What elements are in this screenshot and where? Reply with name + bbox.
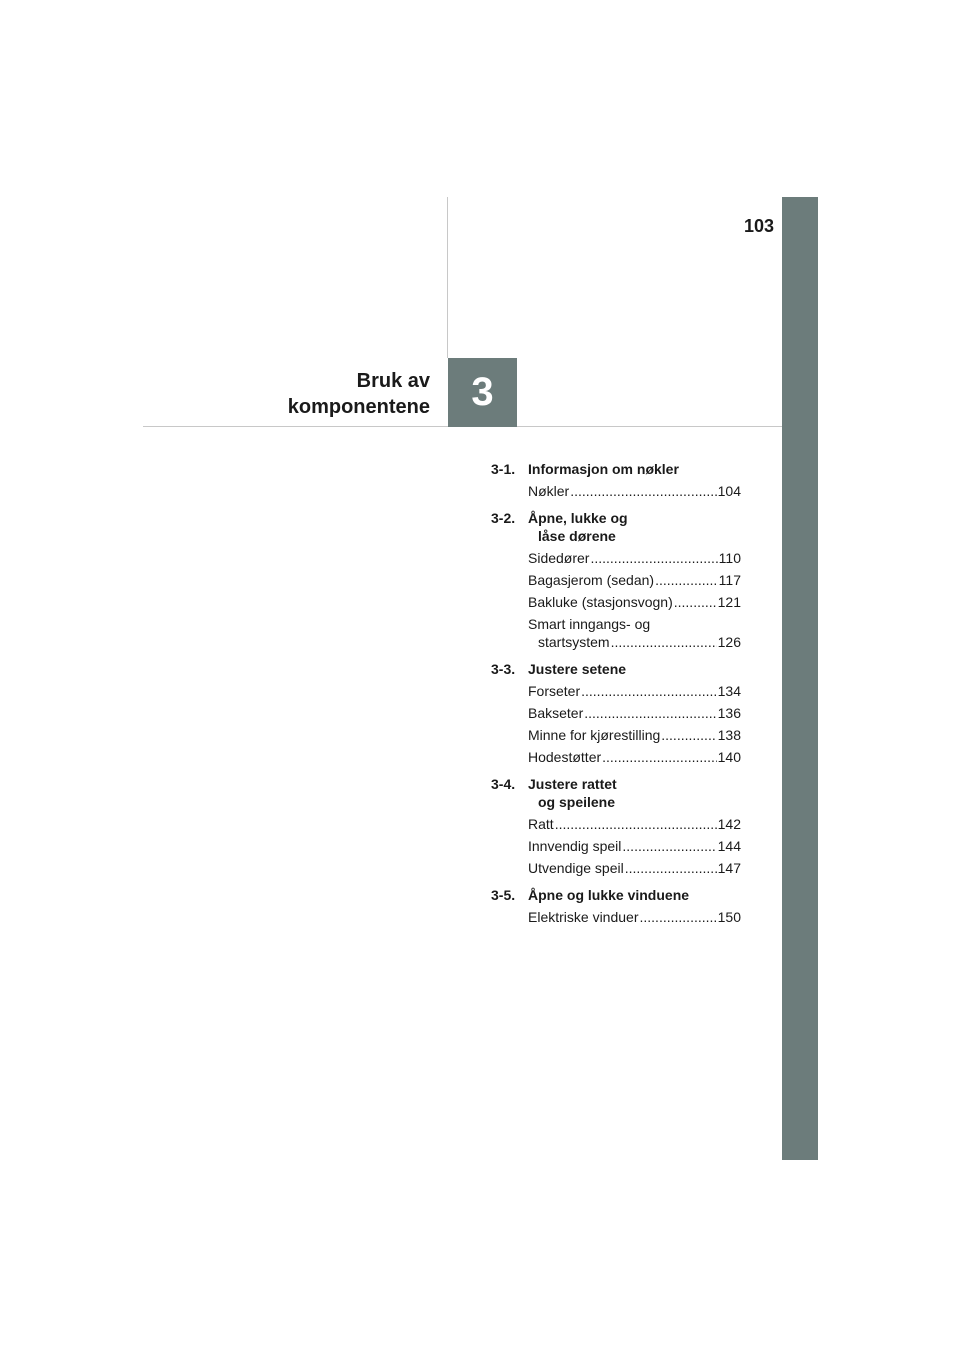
dot-leader	[581, 682, 717, 700]
entry-label: Bagasjerom (sedan)	[528, 572, 655, 588]
section-number: 3-3.	[491, 661, 516, 677]
section-title-line1: Justere rattet	[528, 776, 617, 792]
entry-label: Utvendige speil	[528, 860, 624, 876]
chapter-number-box: 3	[448, 358, 517, 427]
entry-label-line1: Smart inngangs- og	[528, 616, 651, 632]
section-title	[528, 775, 617, 811]
chapter-side-tab	[782, 197, 818, 1160]
vertical-divider	[447, 197, 448, 358]
section-title: Justere setene	[528, 661, 627, 677]
entry-page: 117	[718, 572, 741, 588]
section-number: 3-5.	[491, 887, 516, 903]
toc-entry[interactable]	[491, 726, 741, 744]
entry-page: 142	[717, 816, 741, 832]
chapter-title-line2: komponentene	[287, 396, 430, 418]
entry-page: 138	[717, 727, 741, 743]
dot-leader	[584, 704, 716, 722]
dot-leader	[640, 908, 717, 926]
section-title-line1: Åpne, lukke og	[528, 510, 628, 526]
entry-label: Elektriske vinduer	[528, 909, 639, 925]
entry-page: 126	[717, 634, 741, 650]
entry-label: Bakseter	[528, 705, 584, 721]
toc-entry[interactable]	[491, 748, 741, 766]
section-title-line2: låse dørene	[538, 528, 616, 544]
entry-label: Forseter	[528, 683, 581, 699]
entry-label: Hodestøtter	[528, 749, 602, 765]
section-title: Åpne og lukke vinduene	[528, 887, 690, 903]
dot-leader	[661, 726, 716, 744]
entry-label: Innvendig speil	[528, 838, 622, 854]
entry-page: 150	[717, 909, 741, 925]
dot-leader	[622, 837, 716, 855]
dot-leader	[655, 571, 718, 589]
toc-entry[interactable]	[491, 571, 741, 589]
table-of-contents	[491, 460, 741, 926]
toc-section[interactable]	[491, 886, 741, 904]
entry-page: 121	[717, 594, 741, 610]
section-number: 3-4.	[491, 776, 516, 792]
entry-page: 104	[717, 483, 741, 499]
entry-page: 110	[718, 550, 741, 566]
section-title: Informasjon om nøkler	[528, 461, 679, 477]
toc-section[interactable]	[491, 660, 741, 678]
toc-entry[interactable]	[491, 682, 741, 700]
toc-entry[interactable]	[491, 615, 741, 651]
section-title	[528, 509, 628, 545]
toc-section[interactable]	[491, 775, 741, 811]
toc-entry[interactable]	[491, 549, 741, 567]
toc-entry[interactable]	[491, 859, 741, 877]
entry-page: 147	[717, 860, 741, 876]
toc-entry[interactable]	[491, 482, 741, 500]
dot-leader	[590, 549, 717, 567]
dot-leader	[555, 815, 717, 833]
toc-entry[interactable]	[491, 837, 741, 855]
section-title-line2: og speilene	[538, 794, 616, 810]
toc-section[interactable]	[491, 509, 741, 545]
entry-label: Nøkler	[528, 483, 570, 499]
entry-label-line2: startsystem	[538, 634, 610, 650]
entry-line2	[528, 633, 741, 651]
page-number: 103	[743, 216, 774, 236]
toc-entry[interactable]	[491, 815, 741, 833]
entry-label: Minne for kjørestilling	[528, 727, 661, 743]
chapter-title	[288, 368, 430, 420]
entry-page: 136	[717, 705, 741, 721]
dot-leader	[674, 593, 717, 611]
entry-page: 134	[717, 683, 741, 699]
toc-entry[interactable]	[491, 704, 741, 722]
section-number: 3-1.	[491, 461, 516, 477]
toc-entry[interactable]	[491, 908, 741, 926]
dot-leader	[625, 859, 717, 877]
entry-page: 144	[717, 838, 741, 854]
entry-label: Sidedører	[528, 550, 590, 566]
toc-entry[interactable]	[491, 593, 741, 611]
dot-leader	[611, 633, 717, 651]
toc-section[interactable]	[491, 460, 741, 478]
dot-leader	[602, 748, 717, 766]
entry-page: 140	[717, 749, 741, 765]
entry-label: Ratt	[528, 816, 554, 832]
chapter-title-line1: Bruk av	[356, 370, 430, 392]
entry-label: Bakluke (stasjonsvogn)	[528, 594, 673, 610]
dot-leader	[570, 482, 716, 500]
section-number: 3-2.	[491, 510, 516, 526]
